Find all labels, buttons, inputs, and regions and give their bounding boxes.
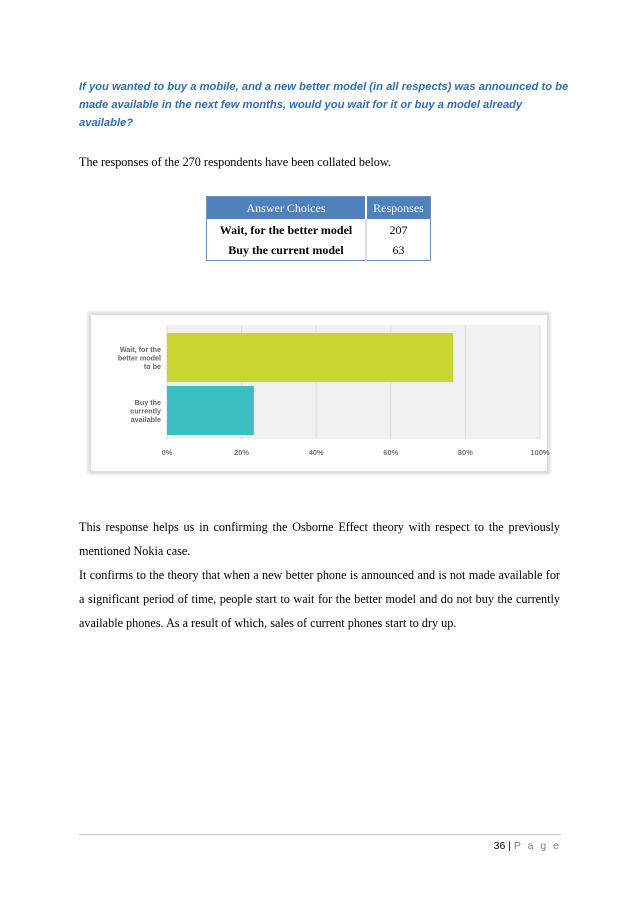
body-text bbox=[79, 515, 560, 635]
x-tick-label: 0% bbox=[161, 448, 173, 457]
x-tick-label: 20% bbox=[234, 448, 250, 457]
category-label: Buy the bbox=[134, 398, 161, 407]
footer-divider bbox=[79, 834, 561, 835]
intro-text: The responses of the 270 respondents have been collated below. bbox=[79, 155, 391, 169]
response-bar-chart bbox=[90, 314, 548, 472]
table-row bbox=[207, 240, 431, 261]
x-tick-label: 80% bbox=[457, 448, 473, 457]
table-header-answer-choices: Answer Choices bbox=[207, 197, 367, 220]
body-paragraph: It confirms to the theory that when a new better phone is announced and is not made available for a significant period of time, people start to wait for the better model and do not buy the currently available phones. As a result of which, sales of current phones start to dry up. bbox=[79, 568, 560, 630]
body-paragraph: This response helps us in confirming the Osborne Effect theory with respect to the previously mentioned Nokia case. bbox=[79, 520, 560, 558]
bar bbox=[167, 386, 254, 435]
page-word: P a g e bbox=[513, 840, 561, 852]
table-row bbox=[207, 219, 431, 240]
responses-table bbox=[206, 196, 431, 261]
table-cell-choice: Buy the current model bbox=[228, 242, 344, 257]
footer-separator: | bbox=[508, 840, 511, 852]
page-footer bbox=[79, 840, 561, 852]
table-cell-count: 63 bbox=[366, 240, 431, 261]
category-label: better model bbox=[117, 353, 161, 363]
x-tick-label: 40% bbox=[308, 448, 324, 457]
category-label: Wait, for the bbox=[119, 345, 161, 354]
table-header-responses: Responses bbox=[366, 197, 431, 220]
chart-svg bbox=[91, 315, 550, 471]
survey-question: If you wanted to buy a mobile, and a new better model (in all respects) was announced to be made available in the next few months, would you wait for it or buy a model already available? bbox=[79, 81, 569, 129]
table-header-row bbox=[207, 197, 431, 220]
page-number: 36 bbox=[493, 840, 506, 852]
table-cell-count: 207 bbox=[366, 219, 431, 240]
category-label: available bbox=[130, 415, 161, 424]
category-label: currently bbox=[130, 406, 161, 416]
bar bbox=[167, 333, 453, 382]
category-label: to be bbox=[143, 362, 161, 371]
x-tick-label: 100% bbox=[530, 448, 550, 457]
x-tick-label: 60% bbox=[383, 448, 399, 457]
table-cell-choice: Wait, for the better model bbox=[219, 222, 353, 237]
